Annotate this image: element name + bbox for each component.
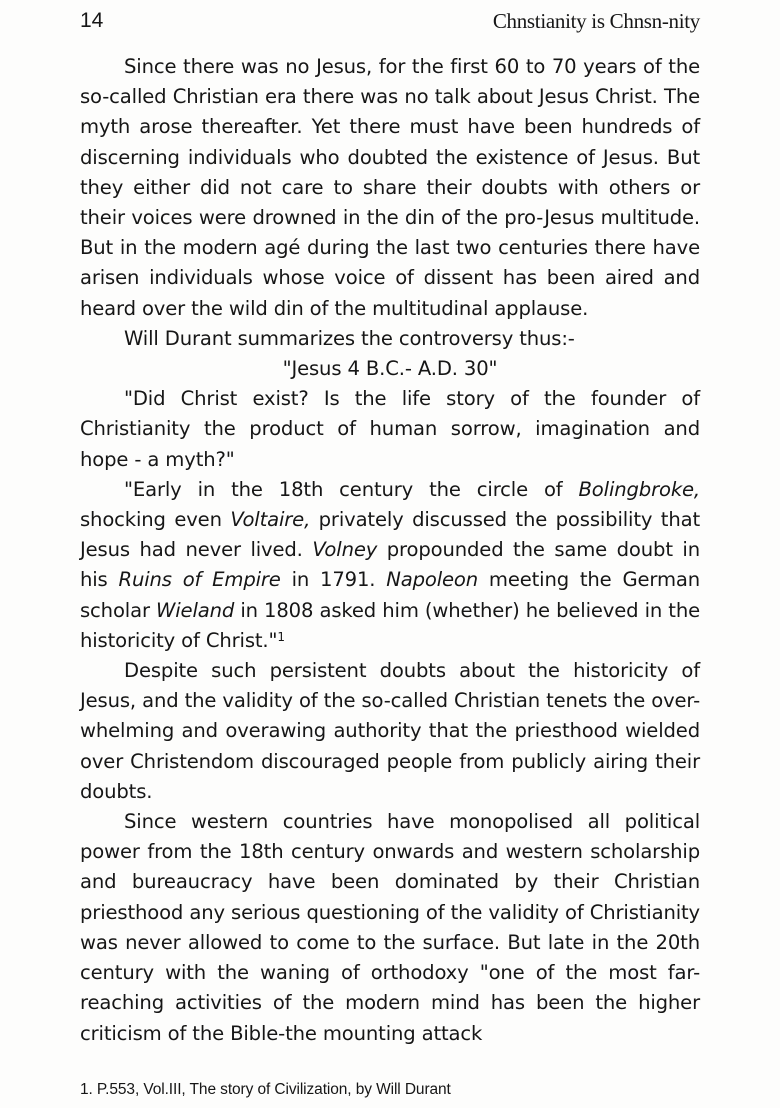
p5-text-5: in 1791. bbox=[280, 568, 387, 592]
name-bolingbroke: Bolingbroke, bbox=[578, 477, 700, 501]
p5-text-2: shocking even bbox=[80, 508, 231, 532]
name-wieland: Wieland bbox=[156, 598, 235, 622]
page-number: 14 bbox=[80, 9, 104, 32]
p5-text-7: in 1808 asked him (whether) he believed in the historicity of Christ." bbox=[80, 598, 701, 652]
p5-text-1: "Early in the 18th century the circle of bbox=[124, 477, 579, 501]
footnote: 1. P.553, Vol.III, The story of Civilization, by Will Durant bbox=[80, 1081, 451, 1098]
paragraph-2: Will Durant summarizes the controversy thus:- bbox=[124, 326, 575, 350]
quote-heading: "Jesus 4 B.C.- A.D. 30" bbox=[282, 357, 498, 381]
name-volney: Volney bbox=[312, 538, 378, 562]
title-ruins-of-empire: Ruins of Empire bbox=[118, 568, 281, 592]
name-voltaire: Voltaire, bbox=[230, 508, 311, 532]
name-napoleon: Napoleon bbox=[386, 568, 479, 592]
paragraph-1: Since there was no Jesus, for the first 60 to 70 years of the so-called Christian era there was no talk about Jesus Christ. The myth arose thereafter. Yet there must have been hundreds of discerning individuals who doubted the existence of Jesus. But they either did not care to share their doubts with others or their voices were drowned in the din of the pro-Jesus multitude. But in the modern agé during the last two centuries there have arisen individuals whose voice of dissent has been aired and heard over the wild din of the multitudinal applause. bbox=[80, 55, 700, 320]
paragraph-6: Despite such persistent doubts about the historicity of Jesus, and the validity of the so-called Christian tenets the over-whelming and overawing authority that the priesthood wielded over Christendom discouraged people from publicly airing their doubts. bbox=[80, 659, 700, 803]
running-head bbox=[80, 6, 700, 38]
p5-text-6: meeting the German scholar bbox=[80, 568, 700, 622]
paragraph-4: "Did Christ exist? Is the life story of the founder of Christianity the product of human sorrow, imagination and hope - a myth?" bbox=[80, 387, 700, 471]
footnote-marker: 1 bbox=[277, 629, 285, 644]
paragraph-7: Since western countries have monopolised all political power from the 18th century onwards and western scholarship and bureaucracy have been dominated by their Christian priesthood any serious questioning of the validity of Christianity was never allowed to come to the surface. But late in the 20th century with the waning of orthodoxy "one of the most far-reaching activities of the modern mind has been the higher criticism of the Bible-the mounting attack bbox=[80, 810, 700, 1045]
body-text bbox=[80, 52, 700, 1049]
running-title: Chnstianity is Chnsn-nity bbox=[492, 9, 700, 33]
paragraph-5 bbox=[80, 475, 700, 656]
p5-text-4: propounded the same doubt in his bbox=[80, 538, 700, 592]
p5-text-3: privately discussed the possibility that Jesus had never lived. bbox=[80, 508, 700, 562]
